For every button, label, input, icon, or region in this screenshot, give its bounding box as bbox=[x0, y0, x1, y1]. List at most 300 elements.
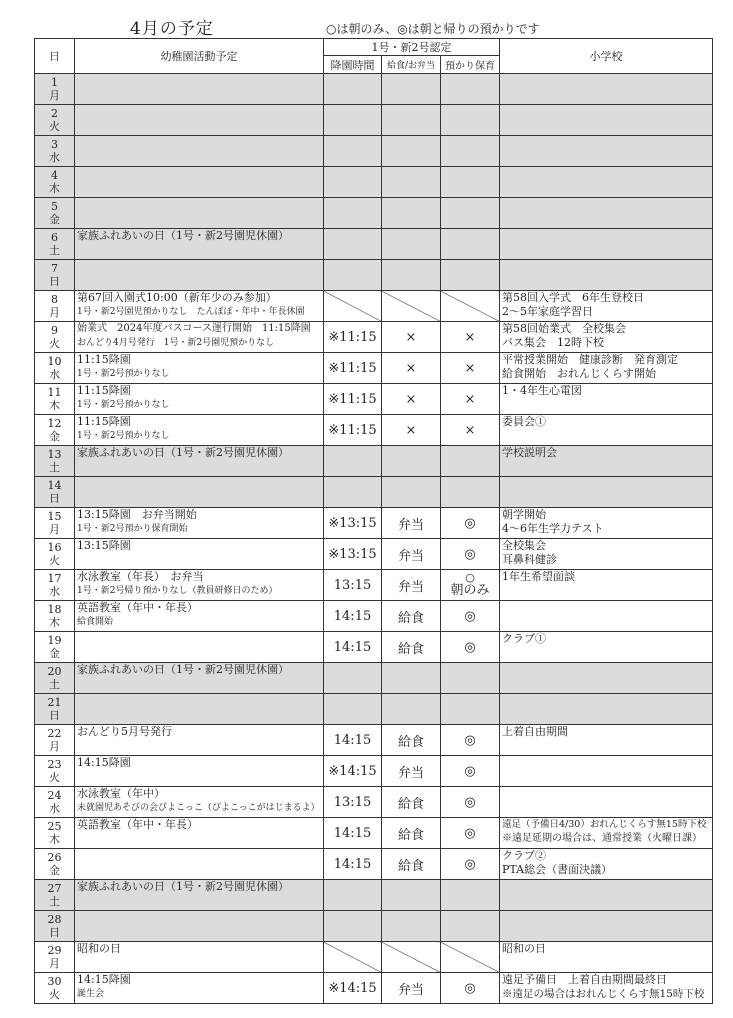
dismissal-cell: 14:15 bbox=[324, 632, 382, 663]
table-row bbox=[35, 756, 713, 787]
day-cell bbox=[35, 322, 75, 353]
care-cell bbox=[441, 570, 500, 601]
weekday: 火 bbox=[49, 771, 60, 784]
activity-cell bbox=[75, 260, 324, 291]
day-cell bbox=[35, 663, 75, 694]
dismissal-cell bbox=[324, 446, 382, 477]
dismissal-cell bbox=[324, 105, 382, 136]
day-cell bbox=[35, 973, 75, 1004]
col-header-care: 預かり保育 bbox=[441, 56, 500, 74]
table-row bbox=[35, 694, 713, 725]
table-row bbox=[35, 601, 713, 632]
activity-line-1: 家族ふれあいの日（1号・新2号園児休園） bbox=[77, 229, 289, 242]
care-cell bbox=[441, 353, 500, 384]
table-row bbox=[35, 539, 713, 570]
activity-line-1: 英語教室（年中・年長） bbox=[77, 818, 198, 831]
day-cell bbox=[35, 508, 75, 539]
school-cell bbox=[500, 632, 713, 663]
school-line-2: 2～5年家庭学習日 bbox=[502, 305, 594, 318]
weekday: 日 bbox=[49, 275, 60, 288]
weekday: 水 bbox=[49, 802, 60, 815]
table-row bbox=[35, 353, 713, 384]
activity-line-1: 昭和の日 bbox=[77, 942, 121, 955]
activity-cell bbox=[75, 322, 324, 353]
activity-line-2: 誕生会 bbox=[77, 989, 105, 999]
weekday: 土 bbox=[49, 678, 60, 691]
day-number: 25 bbox=[47, 820, 62, 833]
care-value: ◎ bbox=[464, 732, 476, 748]
dismissal-cell bbox=[324, 260, 382, 291]
care-value: ◎ bbox=[464, 639, 476, 655]
school-line-2: バス集会 12時下校 bbox=[502, 336, 605, 349]
activity-line-1: 13:15降園 お弁当開始 bbox=[77, 508, 197, 521]
activity-line-2: 未就園児あそびの会ぴよこっこ（ぴよこっこがはじまるよ） bbox=[77, 803, 320, 813]
day-cell bbox=[35, 105, 75, 136]
table-row bbox=[35, 291, 713, 322]
day-number: 12 bbox=[47, 417, 62, 430]
dismissal-cell bbox=[324, 477, 382, 508]
activity-cell bbox=[75, 756, 324, 787]
care-value: 朝のみ bbox=[450, 583, 490, 598]
day-cell bbox=[35, 756, 75, 787]
dismissal-cell: ※11:15 bbox=[324, 384, 382, 415]
col-header-day: 日 bbox=[35, 39, 75, 74]
day-cell bbox=[35, 694, 75, 725]
care-cell bbox=[441, 539, 500, 570]
meal-cell bbox=[382, 446, 441, 477]
day-cell bbox=[35, 167, 75, 198]
school-cell bbox=[500, 74, 713, 105]
table-row bbox=[35, 787, 713, 818]
care-cell bbox=[441, 446, 500, 477]
dismissal-cell bbox=[324, 663, 382, 694]
activity-line-1: 13:15降園 bbox=[77, 539, 131, 552]
care-cell bbox=[441, 167, 500, 198]
activity-cell bbox=[75, 973, 324, 1004]
activity-cell bbox=[75, 632, 324, 663]
meal-cell bbox=[382, 477, 441, 508]
dismissal-cell bbox=[324, 167, 382, 198]
school-cell bbox=[500, 539, 713, 570]
dismissal-cell: ※14:15 bbox=[324, 973, 382, 1004]
col-header-meal: 給食/お弁当 bbox=[382, 56, 441, 74]
day-number: 10 bbox=[47, 355, 62, 368]
weekday: 火 bbox=[49, 988, 60, 1001]
meal-cell: 給食 bbox=[382, 725, 441, 756]
school-cell bbox=[500, 322, 713, 353]
care-cell bbox=[441, 384, 500, 415]
table-row bbox=[35, 632, 713, 663]
meal-cell bbox=[382, 198, 441, 229]
school-cell bbox=[500, 446, 713, 477]
dismissal-cell bbox=[324, 198, 382, 229]
page-title: 4月の予定 bbox=[130, 19, 214, 39]
table-row bbox=[35, 260, 713, 291]
dismissal-cell bbox=[324, 880, 382, 911]
care-cell bbox=[441, 477, 500, 508]
day-number: 22 bbox=[47, 727, 62, 740]
school-line-2: PTA総会（書面決議） bbox=[502, 863, 613, 876]
activity-cell bbox=[75, 601, 324, 632]
meal-cell bbox=[382, 136, 441, 167]
table-row bbox=[35, 725, 713, 756]
weekday: 日 bbox=[49, 709, 60, 722]
table-row bbox=[35, 74, 713, 105]
care-cell bbox=[441, 725, 500, 756]
meal-cell: × bbox=[382, 384, 441, 415]
day-cell bbox=[35, 787, 75, 818]
day-number: 23 bbox=[47, 758, 62, 771]
weekday: 火 bbox=[49, 120, 60, 133]
meal-cell: 弁当 bbox=[382, 539, 441, 570]
day-number: 5 bbox=[51, 200, 58, 213]
day-number: 2 bbox=[51, 107, 58, 120]
day-number: 9 bbox=[51, 324, 58, 337]
table-row bbox=[35, 322, 713, 353]
school-line-1: 1・4年生心電図 bbox=[502, 384, 583, 397]
table-row bbox=[35, 880, 713, 911]
school-line-1: 平常授業開始 健康診断 発育測定 bbox=[502, 353, 679, 366]
activity-line-1: 家族ふれあいの日（1号・新2号園児休園） bbox=[77, 446, 289, 459]
day-cell bbox=[35, 725, 75, 756]
day-number: 29 bbox=[47, 944, 62, 957]
dismissal-cell: 14:15 bbox=[324, 849, 382, 880]
day-number: 3 bbox=[51, 138, 58, 151]
school-line-1: 朝学開始 bbox=[502, 508, 547, 521]
school-cell bbox=[500, 787, 713, 818]
table-row bbox=[35, 167, 713, 198]
care-cell bbox=[441, 291, 500, 322]
meal-cell bbox=[382, 260, 441, 291]
school-cell bbox=[500, 198, 713, 229]
activity-line-2: 1号・新2号帰り預かりなし（教員研修日のため） bbox=[77, 586, 278, 596]
day-number: 17 bbox=[47, 572, 62, 585]
weekday: 木 bbox=[49, 833, 60, 846]
care-cell bbox=[441, 756, 500, 787]
day-cell bbox=[35, 136, 75, 167]
day-cell bbox=[35, 74, 75, 105]
meal-cell: 弁当 bbox=[382, 508, 441, 539]
meal-cell bbox=[382, 74, 441, 105]
table-row bbox=[35, 384, 713, 415]
dismissal-cell bbox=[324, 942, 382, 973]
day-cell bbox=[35, 446, 75, 477]
activity-line-1: 11:15降園 bbox=[77, 353, 131, 366]
table-row bbox=[35, 105, 713, 136]
day-number: 7 bbox=[51, 262, 58, 275]
day-cell bbox=[35, 384, 75, 415]
school-cell bbox=[500, 384, 713, 415]
table-row bbox=[35, 570, 713, 601]
activity-line-2: 1号・新2号預かりなし bbox=[77, 400, 170, 410]
school-cell bbox=[500, 942, 713, 973]
care-value: ◎ bbox=[464, 980, 476, 996]
activity-line-1: 英語教室（年中・年長） bbox=[77, 601, 198, 614]
school-cell bbox=[500, 849, 713, 880]
school-line-1: 全校集会 bbox=[502, 539, 547, 552]
table-row bbox=[35, 229, 713, 260]
school-line-1: 昭和の日 bbox=[502, 942, 547, 955]
dismissal-cell: ※11:15 bbox=[324, 353, 382, 384]
day-number: 18 bbox=[47, 603, 62, 616]
meal-cell: 弁当 bbox=[382, 756, 441, 787]
care-cell bbox=[441, 229, 500, 260]
day-cell bbox=[35, 539, 75, 570]
care-value: ◎ bbox=[464, 825, 476, 841]
day-number: 1 bbox=[51, 76, 58, 89]
activity-cell bbox=[75, 415, 324, 446]
dismissal-cell: 14:15 bbox=[324, 818, 382, 849]
school-cell bbox=[500, 973, 713, 1004]
table-row bbox=[35, 415, 713, 446]
care-cell bbox=[441, 818, 500, 849]
school-cell bbox=[500, 136, 713, 167]
school-cell bbox=[500, 570, 713, 601]
weekday: 金 bbox=[49, 430, 60, 443]
day-number: 14 bbox=[47, 479, 62, 492]
meal-cell: × bbox=[382, 353, 441, 384]
table-row bbox=[35, 446, 713, 477]
col-header-school: 小学校 bbox=[500, 39, 713, 74]
dismissal-cell: 13:15 bbox=[324, 570, 382, 601]
school-line-1: 第58回始業式 全校集会 bbox=[502, 322, 627, 335]
care-value: × bbox=[464, 422, 476, 438]
day-cell bbox=[35, 291, 75, 322]
activity-cell bbox=[75, 880, 324, 911]
school-cell bbox=[500, 167, 713, 198]
activity-line-1: 水泳教室（年中） bbox=[77, 787, 165, 800]
activity-line-2: 1号・新2号預かりなし bbox=[77, 431, 170, 441]
school-line-1: 遠足（予備日4/30）おれんじくらす無15時下校 bbox=[502, 819, 707, 830]
day-cell bbox=[35, 415, 75, 446]
weekday: 水 bbox=[49, 368, 60, 381]
care-cell bbox=[441, 136, 500, 167]
care-value: ◎ bbox=[464, 515, 476, 531]
day-number: 26 bbox=[47, 851, 62, 864]
activity-line-1: 家族ふれあいの日（1号・新2号園児休園） bbox=[77, 880, 289, 893]
meal-cell: 給食 bbox=[382, 849, 441, 880]
activity-cell bbox=[75, 74, 324, 105]
col-header-dismissal: 降園時間 bbox=[324, 56, 382, 74]
care-cell bbox=[441, 787, 500, 818]
day-cell bbox=[35, 198, 75, 229]
day-number: 19 bbox=[47, 634, 62, 647]
weekday: 水 bbox=[49, 151, 60, 164]
weekday: 土 bbox=[49, 244, 60, 257]
school-cell bbox=[500, 105, 713, 136]
school-line-1: 第58回入学式 6年生登校日 bbox=[502, 291, 645, 304]
activity-cell bbox=[75, 384, 324, 415]
activity-line-1: 11:15降園 bbox=[77, 384, 131, 397]
care-value: ◎ bbox=[464, 608, 476, 624]
day-cell bbox=[35, 477, 75, 508]
care-cell bbox=[441, 415, 500, 446]
table-row bbox=[35, 508, 713, 539]
activity-cell bbox=[75, 508, 324, 539]
day-number: 8 bbox=[51, 293, 58, 306]
care-cell bbox=[441, 694, 500, 725]
care-value: × bbox=[464, 329, 476, 345]
activity-cell bbox=[75, 291, 324, 322]
weekday: 水 bbox=[49, 585, 60, 598]
weekday: 火 bbox=[49, 337, 60, 350]
meal-cell: 弁当 bbox=[382, 973, 441, 1004]
care-cell bbox=[441, 942, 500, 973]
day-number: 27 bbox=[47, 882, 62, 895]
care-cell bbox=[441, 198, 500, 229]
weekday: 月 bbox=[49, 523, 60, 536]
meal-cell: 給食 bbox=[382, 632, 441, 663]
dismissal-cell: ※11:15 bbox=[324, 322, 382, 353]
activity-line-1: おんどり5月号発行 bbox=[77, 725, 172, 738]
care-cell bbox=[441, 973, 500, 1004]
activity-line-2: おんどり4月号発行 1号・新2号園児預かりなし bbox=[77, 338, 275, 348]
weekday: 土 bbox=[49, 895, 60, 908]
activity-cell bbox=[75, 725, 324, 756]
table-row bbox=[35, 849, 713, 880]
weekday: 木 bbox=[49, 399, 60, 412]
activity-cell bbox=[75, 911, 324, 942]
day-cell bbox=[35, 849, 75, 880]
weekday: 月 bbox=[49, 957, 60, 970]
activity-cell bbox=[75, 353, 324, 384]
day-cell bbox=[35, 942, 75, 973]
activity-cell bbox=[75, 477, 324, 508]
care-value: ◎ bbox=[464, 763, 476, 779]
activity-cell bbox=[75, 167, 324, 198]
care-cell bbox=[441, 601, 500, 632]
day-cell bbox=[35, 911, 75, 942]
care-cell bbox=[441, 632, 500, 663]
day-cell bbox=[35, 229, 75, 260]
day-cell bbox=[35, 818, 75, 849]
weekday: 月 bbox=[49, 306, 60, 319]
table-row bbox=[35, 911, 713, 942]
table-row bbox=[35, 818, 713, 849]
school-line-2: 給食開始 おれんじくらす開始 bbox=[502, 367, 657, 380]
meal-cell bbox=[382, 942, 441, 973]
meal-cell: 弁当 bbox=[382, 570, 441, 601]
activity-cell bbox=[75, 849, 324, 880]
care-cell bbox=[441, 74, 500, 105]
school-line-1: クラブ② bbox=[502, 849, 547, 862]
day-number: 6 bbox=[51, 231, 58, 244]
activity-line-1: 家族ふれあいの日（1号・新2号園児休園） bbox=[77, 663, 289, 676]
dismissal-cell: ※14:15 bbox=[324, 756, 382, 787]
activity-cell bbox=[75, 105, 324, 136]
legend-note: ○は朝のみ、◎は朝と帰りの預かりです bbox=[326, 22, 540, 36]
care-cell bbox=[441, 663, 500, 694]
school-cell bbox=[500, 756, 713, 787]
meal-cell bbox=[382, 229, 441, 260]
activity-cell bbox=[75, 787, 324, 818]
meal-cell: × bbox=[382, 415, 441, 446]
care-cell bbox=[441, 849, 500, 880]
activity-cell bbox=[75, 446, 324, 477]
table-row bbox=[35, 198, 713, 229]
school-cell bbox=[500, 694, 713, 725]
school-line-1: 遠足予備日 上着自由期間最終日 bbox=[502, 973, 668, 986]
col-header-cert-group: 1号・新2号認定 bbox=[324, 39, 500, 56]
day-number: 4 bbox=[51, 169, 58, 182]
activity-cell bbox=[75, 818, 324, 849]
care-symbol: ○ bbox=[465, 571, 475, 584]
care-cell bbox=[441, 508, 500, 539]
meal-cell bbox=[382, 880, 441, 911]
meal-cell: 給食 bbox=[382, 787, 441, 818]
table-row bbox=[35, 136, 713, 167]
school-cell bbox=[500, 601, 713, 632]
day-number: 28 bbox=[47, 913, 62, 926]
day-number: 24 bbox=[47, 789, 62, 802]
care-value: × bbox=[464, 360, 476, 376]
meal-cell bbox=[382, 291, 441, 322]
school-line-2: ※遠足延期の場合は、通常授業（火曜日課） bbox=[502, 833, 703, 844]
day-number: 16 bbox=[47, 541, 62, 554]
table-row bbox=[35, 663, 713, 694]
meal-cell bbox=[382, 911, 441, 942]
day-number: 11 bbox=[47, 386, 62, 399]
day-cell bbox=[35, 260, 75, 291]
school-cell bbox=[500, 818, 713, 849]
meal-cell: 給食 bbox=[382, 818, 441, 849]
weekday: 月 bbox=[49, 89, 60, 102]
care-cell bbox=[441, 911, 500, 942]
weekday: 月 bbox=[49, 740, 60, 753]
care-cell bbox=[441, 880, 500, 911]
dismissal-cell: ※13:15 bbox=[324, 508, 382, 539]
school-cell bbox=[500, 229, 713, 260]
school-line-1: 1年生希望面談 bbox=[502, 570, 576, 583]
school-cell bbox=[500, 725, 713, 756]
care-value: ◎ bbox=[464, 856, 476, 872]
dismissal-cell: 14:15 bbox=[324, 725, 382, 756]
activity-line-1: 水泳教室（年長） お弁当 bbox=[77, 570, 204, 583]
weekday: 土 bbox=[49, 461, 60, 474]
dismissal-cell bbox=[324, 136, 382, 167]
meal-cell bbox=[382, 167, 441, 198]
school-cell bbox=[500, 477, 713, 508]
dismissal-cell bbox=[324, 74, 382, 105]
dismissal-cell: 13:15 bbox=[324, 787, 382, 818]
meal-cell bbox=[382, 105, 441, 136]
care-value: ◎ bbox=[464, 794, 476, 810]
col-header-activity: 幼稚園活動予定 bbox=[75, 39, 324, 74]
school-cell bbox=[500, 663, 713, 694]
activity-line-1: 第67回入園式10:00（新年少のみ参加） bbox=[77, 291, 277, 304]
activity-line-2: 1号・新2号預かり保育開始 bbox=[77, 524, 188, 534]
day-number: 30 bbox=[47, 975, 62, 988]
schedule-table bbox=[34, 38, 713, 1004]
school-line-1: 委員会① bbox=[502, 415, 547, 428]
table-row bbox=[35, 942, 713, 973]
activity-line-1: 始業式 2024年度バスコース運行開始 11:15降園 bbox=[77, 323, 311, 334]
activity-cell bbox=[75, 942, 324, 973]
care-cell bbox=[441, 322, 500, 353]
day-number: 15 bbox=[47, 510, 62, 523]
school-line-1: 上着自由期間 bbox=[502, 725, 569, 738]
dismissal-cell: 14:15 bbox=[324, 601, 382, 632]
day-number: 13 bbox=[47, 448, 62, 461]
meal-cell bbox=[382, 663, 441, 694]
school-line-1: 学校説明会 bbox=[502, 446, 558, 459]
weekday: 木 bbox=[49, 616, 60, 629]
activity-cell bbox=[75, 198, 324, 229]
activity-cell bbox=[75, 136, 324, 167]
school-line-2: 耳鼻科健診 bbox=[502, 553, 558, 566]
day-number: 20 bbox=[47, 665, 62, 678]
day-cell bbox=[35, 632, 75, 663]
